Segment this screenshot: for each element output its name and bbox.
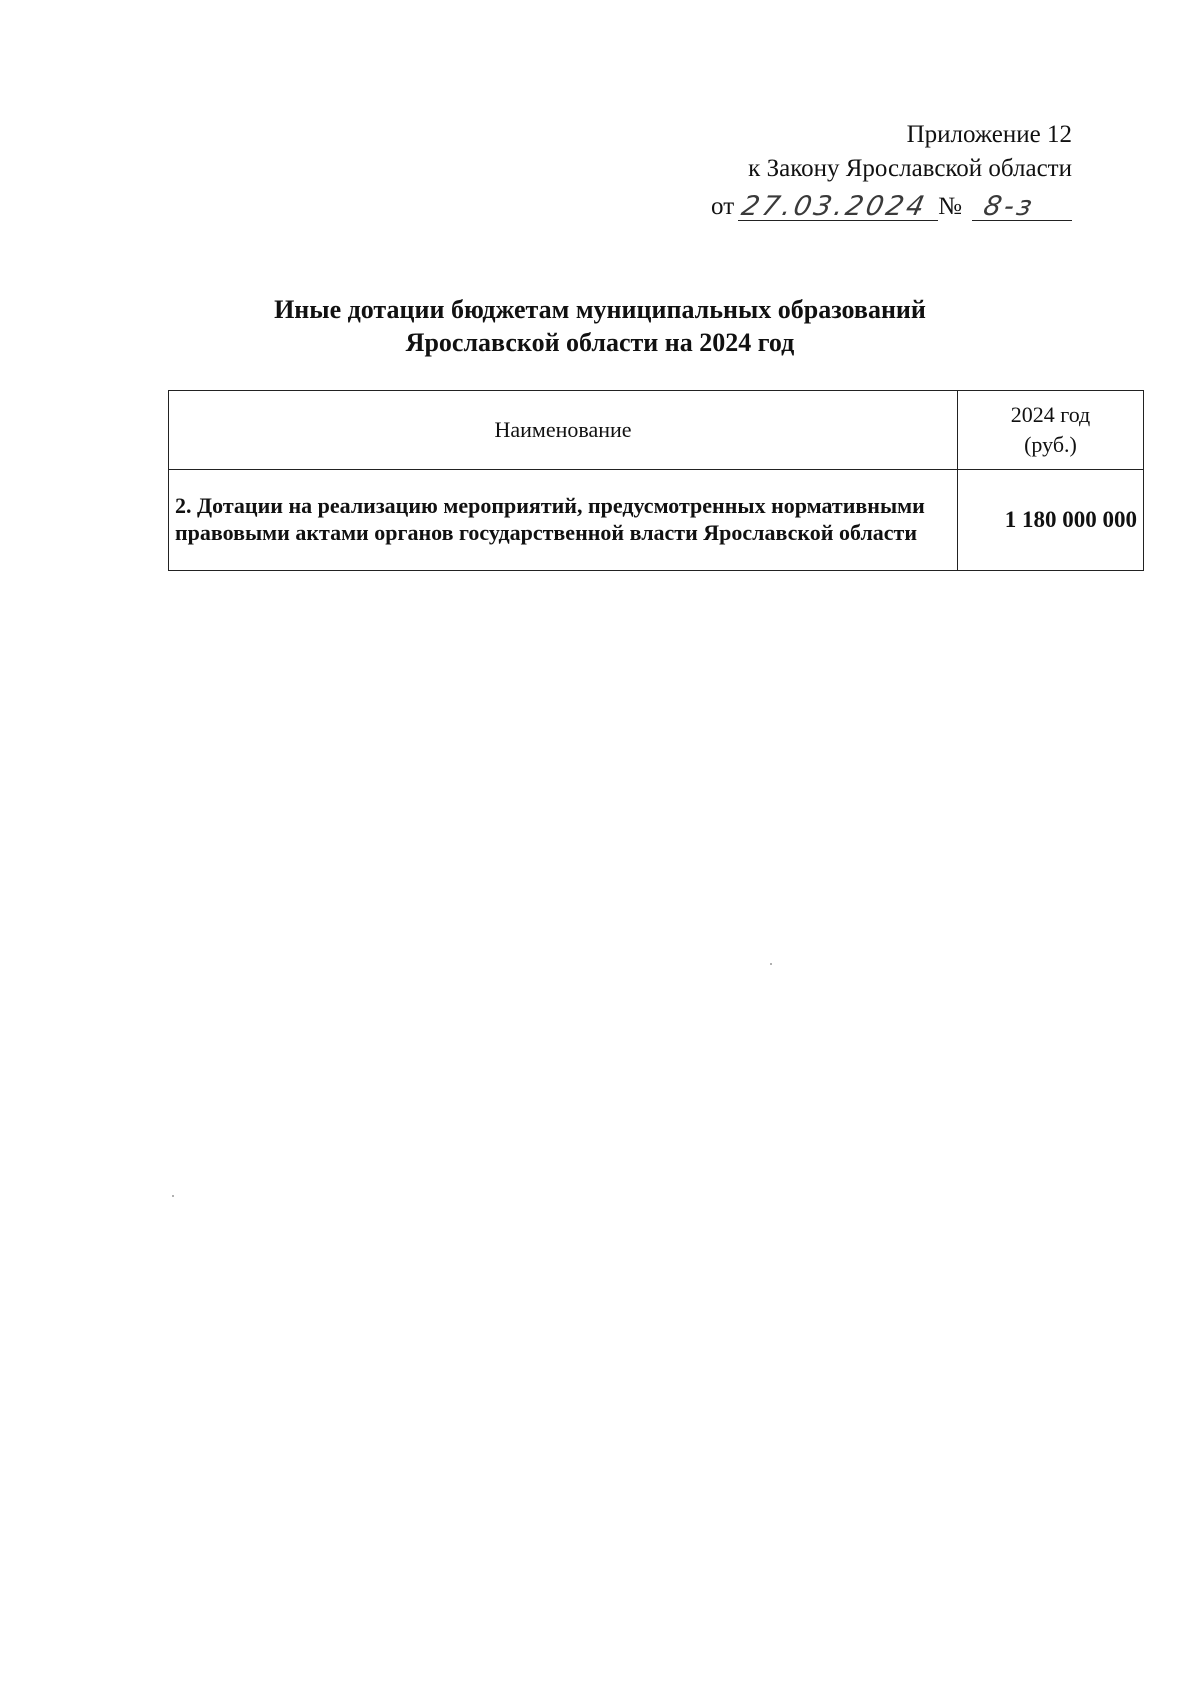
title-line-1: Иные дотации бюджетам муниципальных образований <box>274 295 926 324</box>
column-header-year <box>958 391 1144 470</box>
table-header-row <box>169 391 1144 470</box>
column-header-year-line-2: (руб.) <box>1024 432 1077 457</box>
date-blank <box>738 190 938 221</box>
handwritten-date: 27.03.2024 <box>738 191 931 222</box>
handwritten-number: 8-з <box>980 191 1038 222</box>
scan-speck <box>770 963 772 965</box>
title-line-2: Ярославской области на 2024 год <box>405 328 795 357</box>
date-number-line <box>711 186 1072 226</box>
column-header-name: Наименование <box>169 391 958 470</box>
appendix-header <box>711 118 1072 226</box>
row-value-cell: 1 180 000 000 <box>958 470 1144 571</box>
law-reference: к Закону Ярославской области <box>748 155 1072 182</box>
number-sign: № <box>938 193 962 220</box>
appendix-label: Приложение 12 <box>906 121 1072 148</box>
number-blank <box>972 190 1072 221</box>
document-title <box>0 293 1200 359</box>
column-header-year-line-1: 2024 год <box>1010 402 1091 427</box>
scan-speck <box>172 1195 174 1197</box>
row-name-cell: 2. Дотации на реализацию мероприятий, предусмотренных нормативными правовыми актами органов государственной власти Ярославской области <box>169 470 958 571</box>
table-row <box>169 470 1144 571</box>
subsidies-table <box>168 390 1144 571</box>
date-prefix: от <box>711 193 735 220</box>
